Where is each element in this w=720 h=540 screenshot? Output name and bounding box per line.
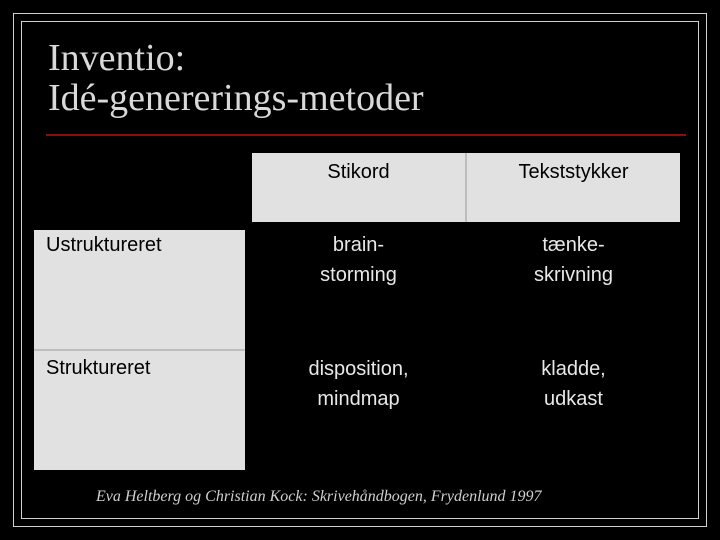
cell-struktureret-tekststykker (467, 354, 680, 473)
cell-ustruktureret-stikord (252, 230, 465, 349)
row-label-struktureret (34, 351, 245, 470)
cell-text-line: tænke- (542, 234, 605, 256)
slide-title-line-1: Inventio: (48, 37, 186, 79)
row-label-ustruktureret-text: Ustruktureret (46, 234, 162, 256)
cell-text-line: brain- (332, 234, 385, 256)
column-header-tekststykker-label: Tekststykker (518, 161, 629, 183)
column-header-stikord (252, 153, 465, 222)
row-label-struktureret-text: Struktureret (46, 357, 151, 379)
cell-ustruktureret-tekststykker (467, 230, 680, 349)
column-header-stikord-label: Stikord (327, 161, 390, 183)
column-header-tekststykker (467, 153, 680, 222)
cell-text-line: udkast (544, 388, 603, 410)
slide-title-line-2: Idé-genererings-metoder (48, 77, 424, 119)
slide-title (48, 38, 688, 118)
title-underline (46, 134, 686, 136)
row-label-ustruktureret (34, 230, 245, 349)
source-citation: Eva Heltberg og Christian Kock: Skrivehåndbogen, Frydenlund 1997 (96, 488, 542, 505)
cell-struktureret-stikord (252, 354, 465, 473)
cell-text-line: skrivning (534, 264, 613, 286)
cell-text-line: mindmap (317, 388, 400, 410)
cell-text-line: disposition, (308, 358, 409, 380)
header-divider (465, 153, 467, 222)
cell-text-line: storming (320, 264, 397, 286)
cell-text-line: kladde, (541, 358, 606, 380)
